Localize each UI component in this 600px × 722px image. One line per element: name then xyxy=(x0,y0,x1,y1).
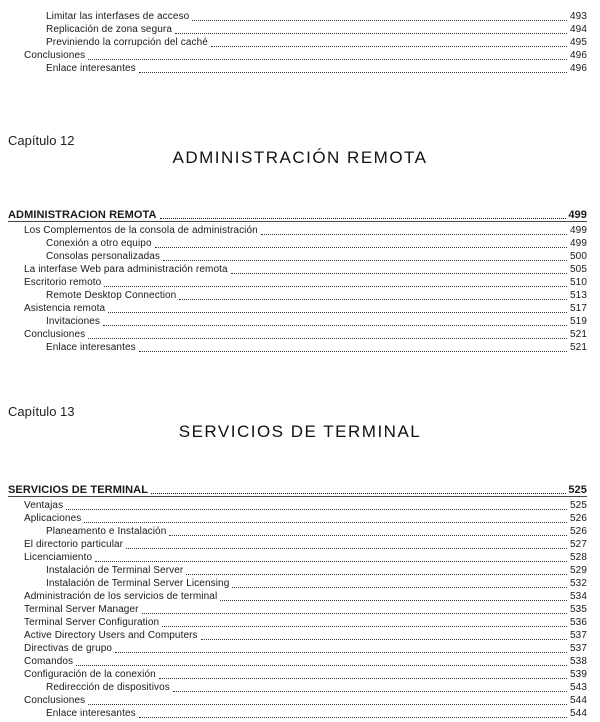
toc-entry-title: Remote Desktop Connection xyxy=(46,290,177,301)
toc-entry-page-number: 534 xyxy=(570,591,587,602)
dot-leader xyxy=(88,703,567,705)
dot-leader xyxy=(84,521,567,523)
toc-entry-page-number: 517 xyxy=(570,303,587,314)
dot-leader xyxy=(211,45,567,47)
toc-entry-page-number: 499 xyxy=(568,209,587,221)
dot-leader xyxy=(163,259,567,261)
toc-entry[interactable] xyxy=(0,642,600,655)
toc-entry-title: Conclusiones xyxy=(24,329,86,340)
toc-entry[interactable] xyxy=(0,564,600,577)
dot-leader xyxy=(139,71,567,73)
toc-entry-title: Invitaciones xyxy=(46,316,101,327)
toc-entry-page-number: 496 xyxy=(570,63,587,74)
dot-leader xyxy=(192,19,567,21)
toc-entry[interactable] xyxy=(0,512,600,525)
dot-leader xyxy=(231,272,567,274)
toc-entry-title: Planeamento e Instalación xyxy=(46,526,167,537)
toc-entry-title: Aplicaciones xyxy=(24,513,82,524)
toc-entry-page-number: 521 xyxy=(570,342,587,353)
dot-leader xyxy=(232,586,567,588)
dot-leader xyxy=(104,285,567,287)
toc-entry-page-number: 544 xyxy=(570,708,587,719)
toc-entry[interactable] xyxy=(0,655,600,668)
dot-leader xyxy=(159,677,567,679)
toc-entry[interactable] xyxy=(0,250,600,263)
dot-leader xyxy=(175,32,567,34)
toc-entry-page-number: 528 xyxy=(570,552,587,563)
toc-section-chapter-13 xyxy=(0,480,600,720)
toc-entry[interactable] xyxy=(0,341,600,354)
dot-leader xyxy=(115,651,567,653)
toc-entry-page-number: 529 xyxy=(570,565,587,576)
toc-chapter-heading[interactable] xyxy=(0,480,600,496)
dot-leader xyxy=(108,311,567,313)
toc-entry-title: Conclusiones xyxy=(24,695,86,706)
toc-entry[interactable] xyxy=(0,237,600,250)
toc-entry-page-number: 527 xyxy=(570,539,587,550)
dot-leader xyxy=(261,233,567,235)
toc-entry-page-number: 537 xyxy=(570,643,587,654)
toc-entry[interactable] xyxy=(0,707,600,720)
toc-entry-title: Ventajas xyxy=(24,500,64,511)
toc-entry-title: Enlace interesantes xyxy=(46,63,136,74)
toc-entry-title: Comandos xyxy=(24,656,74,667)
dot-leader xyxy=(88,337,567,339)
toc-entry-page-number: 538 xyxy=(570,656,587,667)
toc-entry-page-number: 499 xyxy=(570,238,587,249)
toc-entry-title: Administración de los servicios de terminal xyxy=(24,591,218,602)
toc-entry-title: Replicación de zona segura xyxy=(46,24,173,35)
dot-leader xyxy=(186,573,567,575)
toc-entry-title: Directivas de grupo xyxy=(24,643,113,654)
toc-entry[interactable] xyxy=(0,302,600,315)
dot-leader xyxy=(103,324,567,326)
toc-entry-page-number: 544 xyxy=(570,695,587,706)
toc-entry-title: Consolas personalizadas xyxy=(46,251,161,262)
toc-entry-title: Terminal Server Configuration xyxy=(24,617,160,628)
toc-entry-page-number: 505 xyxy=(570,264,587,275)
toc-entry[interactable] xyxy=(0,62,600,75)
dot-leader xyxy=(66,508,567,510)
chapter-12-title: ADMINISTRACIÓN REMOTA xyxy=(172,148,428,167)
toc-entry[interactable] xyxy=(0,668,600,681)
chapter-13-title: SERVICIOS DE TERMINAL xyxy=(178,422,422,441)
toc-entry[interactable] xyxy=(0,590,600,603)
toc-entry-title: Enlace interesantes xyxy=(46,342,136,353)
toc-entry-title: Conclusiones xyxy=(24,50,86,61)
dot-leader xyxy=(155,246,567,248)
dot-leader xyxy=(88,58,567,60)
toc-entry-page-number: 493 xyxy=(570,11,587,22)
dot-leader xyxy=(201,638,567,640)
toc-entry[interactable] xyxy=(0,263,600,276)
toc-entry[interactable] xyxy=(0,616,600,629)
toc-entry-page-number: 526 xyxy=(570,526,587,537)
toc-entry-page-number: 535 xyxy=(570,604,587,615)
toc-entry-page-number: 521 xyxy=(570,329,587,340)
toc-entry[interactable] xyxy=(0,36,600,49)
toc-entry[interactable] xyxy=(0,538,600,551)
toc-chapter-heading[interactable] xyxy=(0,205,600,221)
toc-entry[interactable] xyxy=(0,23,600,36)
toc-entry-title: Configuración de la conexión xyxy=(24,669,156,680)
dot-leader xyxy=(126,547,567,549)
toc-entry-page-number: 500 xyxy=(570,251,587,262)
toc-entry-page-number: 532 xyxy=(570,578,587,589)
toc-entry[interactable] xyxy=(0,315,600,328)
toc-entry-page-number: 494 xyxy=(570,24,587,35)
dot-leader xyxy=(139,350,567,352)
toc-entry-title: ADMINISTRACION REMOTA xyxy=(8,209,157,221)
toc-entry-title: Instalación de Terminal Server xyxy=(46,565,184,576)
toc-entry-title: Limitar las interfases de acceso xyxy=(46,11,190,22)
toc-entry[interactable] xyxy=(0,276,600,289)
toc-entry-title: La interfase Web para administración remota xyxy=(24,264,228,275)
dot-leader xyxy=(160,217,567,219)
dot-leader xyxy=(139,716,567,718)
toc-entry-page-number: 519 xyxy=(570,316,587,327)
toc-entry-page-number: 526 xyxy=(570,513,587,524)
toc-entry[interactable] xyxy=(0,10,600,23)
toc-entry[interactable] xyxy=(0,289,600,302)
dot-leader xyxy=(142,612,567,614)
heading-underline xyxy=(8,221,587,223)
toc-entry[interactable] xyxy=(0,694,600,707)
toc-entry-title: Active Directory Users and Computers xyxy=(24,630,198,641)
toc-entry[interactable] xyxy=(0,681,600,694)
dot-leader xyxy=(76,664,567,666)
dot-leader xyxy=(179,298,567,300)
toc-entry-title: Enlace interesantes xyxy=(46,708,136,719)
chapter-12-label: Capítulo 12 xyxy=(8,133,75,148)
dot-leader xyxy=(162,625,567,627)
dot-leader xyxy=(95,560,567,562)
toc-entry-page-number: 495 xyxy=(570,37,587,48)
toc-entry-page-number: 510 xyxy=(570,277,587,288)
toc-entry-title: Conexión a otro equipo xyxy=(46,238,152,249)
toc-section-chapter-12 xyxy=(0,205,600,354)
toc-entry[interactable] xyxy=(0,224,600,237)
toc-entry[interactable] xyxy=(0,49,600,62)
toc-entry-page-number: 543 xyxy=(570,682,587,693)
dot-leader xyxy=(151,492,566,494)
toc-entry-title: Licenciamiento xyxy=(24,552,93,563)
toc-entry-title: Escritorio remoto xyxy=(24,277,102,288)
toc-entry-page-number: 496 xyxy=(570,50,587,61)
toc-entry-page-number: 537 xyxy=(570,630,587,641)
dot-leader xyxy=(173,690,567,692)
toc-entry[interactable] xyxy=(0,577,600,590)
toc-entry-title: Instalación de Terminal Server Licensing xyxy=(46,578,230,589)
toc-entry[interactable] xyxy=(0,328,600,341)
toc-entry-title: El directorio particular xyxy=(24,539,124,550)
toc-entry[interactable] xyxy=(0,499,600,512)
toc-entry-page-number: 499 xyxy=(570,225,587,236)
toc-entry-title: SERVICIOS DE TERMINAL xyxy=(8,484,149,496)
toc-entry[interactable] xyxy=(0,551,600,564)
toc-entry-page-number: 539 xyxy=(570,669,587,680)
toc-entry[interactable] xyxy=(0,629,600,642)
toc-section-previous xyxy=(0,10,600,75)
toc-entry-page-number: 525 xyxy=(570,500,587,511)
toc-entry-page-number: 525 xyxy=(568,484,587,496)
toc-entry-title: Previniendo la corrupción del caché xyxy=(46,37,208,48)
chapter-13-label: Capítulo 13 xyxy=(8,404,75,419)
dot-leader xyxy=(220,599,567,601)
heading-underline xyxy=(8,496,587,498)
toc-entry-title: Terminal Server Manager xyxy=(24,604,139,615)
dot-leader xyxy=(169,534,567,536)
toc-entry-page-number: 513 xyxy=(570,290,587,301)
toc-entry-title: Asistencia remota xyxy=(24,303,106,314)
toc-entry-page-number: 536 xyxy=(570,617,587,628)
toc-entry-title: Los Complementos de la consola de administración xyxy=(24,225,258,236)
toc-entry[interactable] xyxy=(0,525,600,538)
toc-entry[interactable] xyxy=(0,603,600,616)
toc-entry-title: Redirección de dispositivos xyxy=(46,682,170,693)
